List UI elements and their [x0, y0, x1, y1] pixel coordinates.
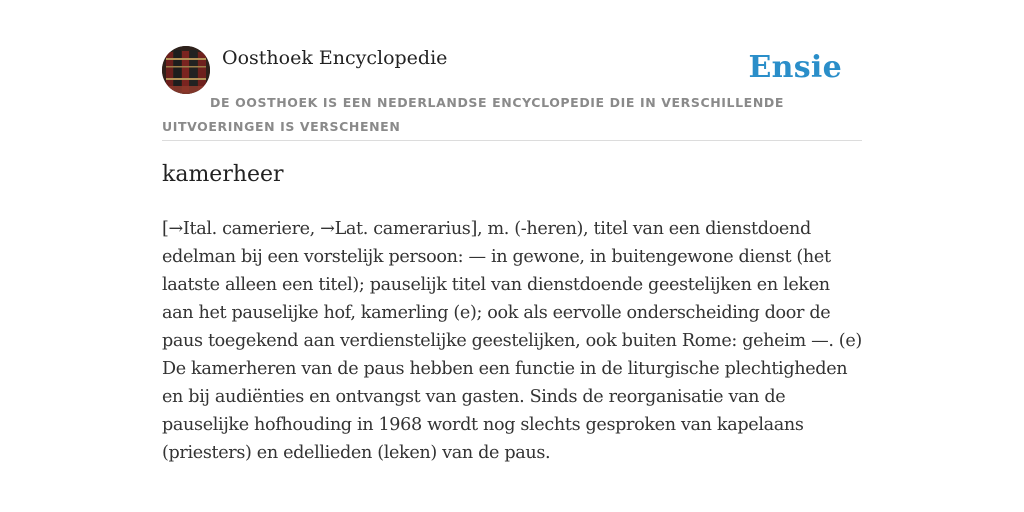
- site-header: [162, 46, 862, 141]
- entry-body: [→Ital. cameriere, →Lat. camerarius], m. (-heren), titel van een dienstdoend edelman bij een vorstelijk persoon: — in gewone, in buitengewone dienst (het laatste alleen een titel); pauselijk titel van dienstdoende geestelijken en leken aan het pauselijke hof, kamerling (e); ook als eervolle onderscheiding door de paus toegekend aan verdienstelijke geestelijken, ook buiten Rome: geheim —. (e) De kamerheren van de paus hebben een functie in de liturgische plechtigheden en bij audiënties en ontvangst van gasten. Sinds de reorganisatie van de pauselijke hofhouding in 1968 wordt nog slechts gesproken van kapelaans (priesters) en edellieden (leken) van de paus.: [162, 219, 862, 463]
- book-spines-icon[interactable]: [162, 46, 210, 94]
- entry-title: kamerheer: [162, 162, 284, 187]
- site-tagline: DE OOSTHOEK IS EEN NEDERLANDSE ENCYCLOPEDIE DIE IN VERSCHILLENDE UITVOERINGEN IS VERSCHENEN: [162, 95, 784, 134]
- site-title[interactable]: Oosthoek Encyclopedie: [222, 47, 448, 69]
- brand-logo[interactable]: Ensie: [748, 50, 842, 85]
